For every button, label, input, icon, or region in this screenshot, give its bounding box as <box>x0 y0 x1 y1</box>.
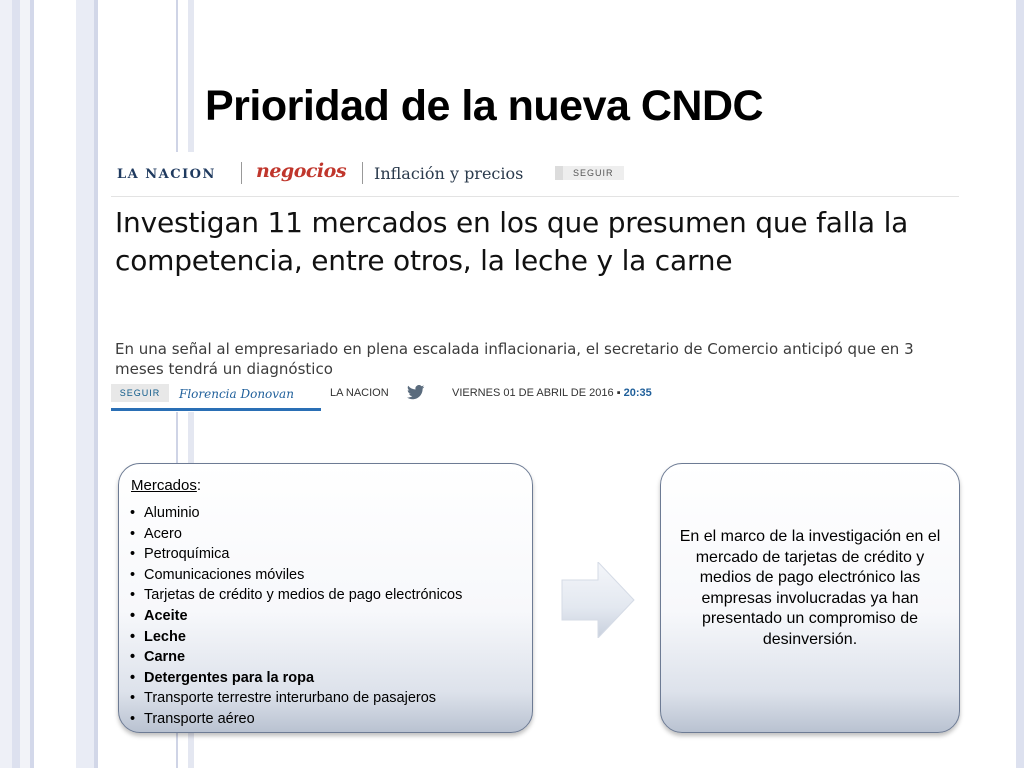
slide-title: Prioridad de la nueva CNDC <box>205 82 764 130</box>
time-text: 20:35 <box>623 387 652 399</box>
decor-stripe <box>94 0 98 768</box>
brand-logo[interactable]: LA NACION <box>117 167 216 182</box>
market-list-item: • Carne <box>129 647 462 668</box>
market-list-item: • Comunicaciones móviles <box>129 565 462 586</box>
byline <box>111 384 731 404</box>
markets-list <box>129 503 462 730</box>
markets-heading-colon: : <box>196 477 202 494</box>
date-separator: ▪ <box>616 387 624 399</box>
divider <box>362 162 363 184</box>
market-list-item: • Aluminio <box>129 503 462 524</box>
date-text: VIERNES 01 DE ABRIL DE 2016 <box>452 387 614 399</box>
article-clipping <box>111 152 959 412</box>
outlet-name: LA NACION <box>330 387 389 399</box>
article-headline: Investigan 11 mercados en los que presumen que falla la competencia, entre otros, la leche y la carne <box>115 206 909 277</box>
right-arrow-icon <box>560 562 636 638</box>
decor-stripe <box>34 0 76 768</box>
section-link[interactable]: Inflación y precios <box>374 164 524 183</box>
market-list-item: • Transporte terrestre interurbano de pasajeros <box>129 688 462 709</box>
market-list-item: • Acero <box>129 524 462 545</box>
markets-heading <box>131 477 201 494</box>
decor-stripe-right <box>1016 0 1024 768</box>
active-underline <box>111 408 321 411</box>
market-list-item: • Petroquímica <box>129 544 462 565</box>
publish-date <box>452 387 652 399</box>
divider <box>241 162 242 184</box>
decor-stripe <box>76 0 94 768</box>
section-brand-logo[interactable]: negocios <box>256 160 347 182</box>
markets-box <box>118 463 533 733</box>
author-link[interactable]: Florencia Donovan <box>179 387 294 401</box>
article-header-bar <box>111 152 959 197</box>
note-box <box>660 463 960 733</box>
market-list-item: • Tarjetas de crédito y medios de pago electrónicos <box>129 585 462 606</box>
market-list-item: • Leche <box>129 627 462 648</box>
decor-stripe <box>0 0 12 768</box>
market-list-item: • Aceite <box>129 606 462 627</box>
note-text: En el marco de la investigación en el mercado de tarjetas de crédito y medios de pago electrónico las empresas involucradas ya han presentado un compromiso de desinversión. <box>679 528 941 648</box>
follow-author-button[interactable]: SEGUIR <box>111 384 169 402</box>
twitter-bird-icon[interactable] <box>407 385 425 403</box>
markets-heading-text: Mercados <box>131 477 197 494</box>
market-list-item: • Transporte aéreo <box>129 709 462 730</box>
decor-stripe <box>20 0 30 768</box>
follow-section-button[interactable]: SEGUIR <box>555 166 624 180</box>
decor-stripe <box>12 0 20 768</box>
market-list-item: • Detergentes para la ropa <box>129 668 462 689</box>
article-lede: En una señal al empresariado en plena escalada inflacionaria, el secretario de Comercio anticipó que en 3 meses tendrá un diagnóstico <box>115 340 914 378</box>
